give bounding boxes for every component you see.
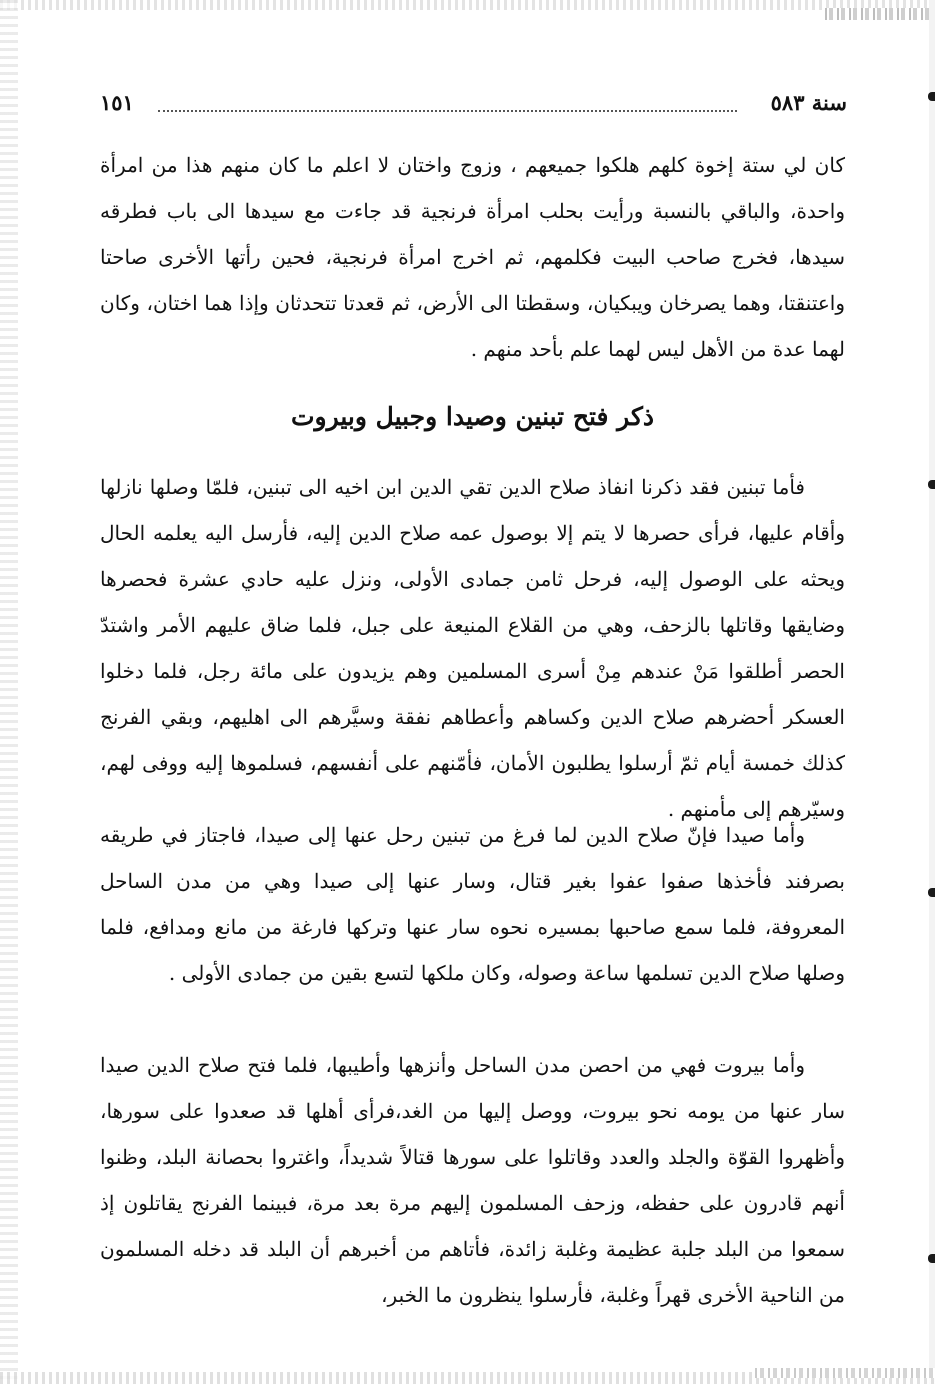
paragraph-2: فأما تبنين فقد ذكرنا انفاذ صلاح الدين تقي الدين ابن اخيه الى تبنين، فلمّا وصلها نازلها وأقام عليها، فرأى حصرها لا يتم إلا بوصول عمه صلاح الدين إليه، فأرسل اليه يعلمه الحال ويحثه على الوصول إليه، فرحل ثامن جمادى الأولى، ونزل عليه حادي عشرة فحصرها وضايقها وقاتلها بالزحف، وهي من القلاع المنيعة على جبل، فلما ضاق عليهم الأمر واشتدّ الحصر أطلقوا مَنْ عندهم مِنْ أسرى المسلمين وهم يزيدون على مائة رجل، فلما دخلوا العسكر أحضرهم صلاح الدين وكساهم وأعطاهم نفقة وسيَّرهم الى اهليهم، وبقي الفرنج كذلك خمسة أيام ثمّ أرسلوا يطلبون الأمان، فأمّنهم على أنفسهم، فسلموها إليه ووفى لهم، وسيّرهم إلى مأمنهم . [100,475,845,821]
page-edge-right [929,0,935,1384]
binding-hole [928,888,935,897]
section-heading: ذكر فتح تبنين وصيدا وجبيل وبيروت [290,402,655,431]
paragraph-1: كان لي ستة إخوة كلهم هلكوا جميعهم ، وزوج واختان لا اعلم ما كان منهم هذا من امرأة واحدة، والباقي بالنسبة ورأيت بحلب امرأة فرنجية قد جاءت مع سيدها الى باب فطرقه سيدها، فخرج صاحب البيت فكلمهم، ثم اخرج امرأة فرنجية، فحين رأتها الأخرى صاحتا واعتنقتا، وهما يصرخان ويبكيان، وسقطتا الى الأرض، ثم قعدتا تتحدثان وإذا هما اختان، وكان لهما عدة من الأهل ليس لهما علم بأحد منهم . [100,153,845,361]
page-edge-ornament-bottom [755,1368,935,1378]
page-edge-left [0,0,18,1384]
page-edge-top [0,0,935,10]
binding-hole [928,1254,935,1263]
paragraph-4: وأما بيروت فهي من احصن مدن الساحل وأنزهها وأطيبها، فلما فتح صلاح الدين صيدا سار عنها من يومه نحو بيروت، ووصل إليها من الغد،فرأى أهلها قد صعدوا على سورها، وأظهروا القوّة والجلد والعدد وقاتلوا على سورها قتالاً شديداً، واغتروا بحصانة البلد، وظنوا أنهم قادرون على حفظه، وزحف المسلمون إليهم مرة بعد مرة، فبينما الفرنج يقاتلون إذ سمعوا من البلد جلبة عظيمة وغلبة زائدة، فأتاهم من أخبرهم أن البلد قد دخله المسلمون من الناحية الأخرى قهراً وغلبة، فأرسلوا ينظرون ما الخبر، [100,1053,845,1307]
running-header [100,90,847,124]
binding-hole [928,92,935,101]
header-dotted-leader [158,110,737,112]
page-number: ١٥١ [100,90,134,115]
paragraph-3: وأما صيدا فإنّ صلاح الدين لما فرغ من تبنين رحل عنها إلى صيدا، فاجتاز في طريقه بصرفند فأخذها صفوا عفوا بغير قتال، وسار عنها إلى صيدا وهي من مدن الساحل المعروفة، فلما سمع صاحبها بمسيره نحوه سار عنها وتركها فارغة من مانع ومدافع، فلما وصلها صلاح الدين تسلمها ساعة وصوله، وكان ملكها لتسع بقين من جمادى الأولى . [100,823,845,985]
page-edge-ornament-top [825,8,935,20]
header-year: سنة ٥٨٣ [770,90,847,115]
binding-hole [928,480,935,489]
